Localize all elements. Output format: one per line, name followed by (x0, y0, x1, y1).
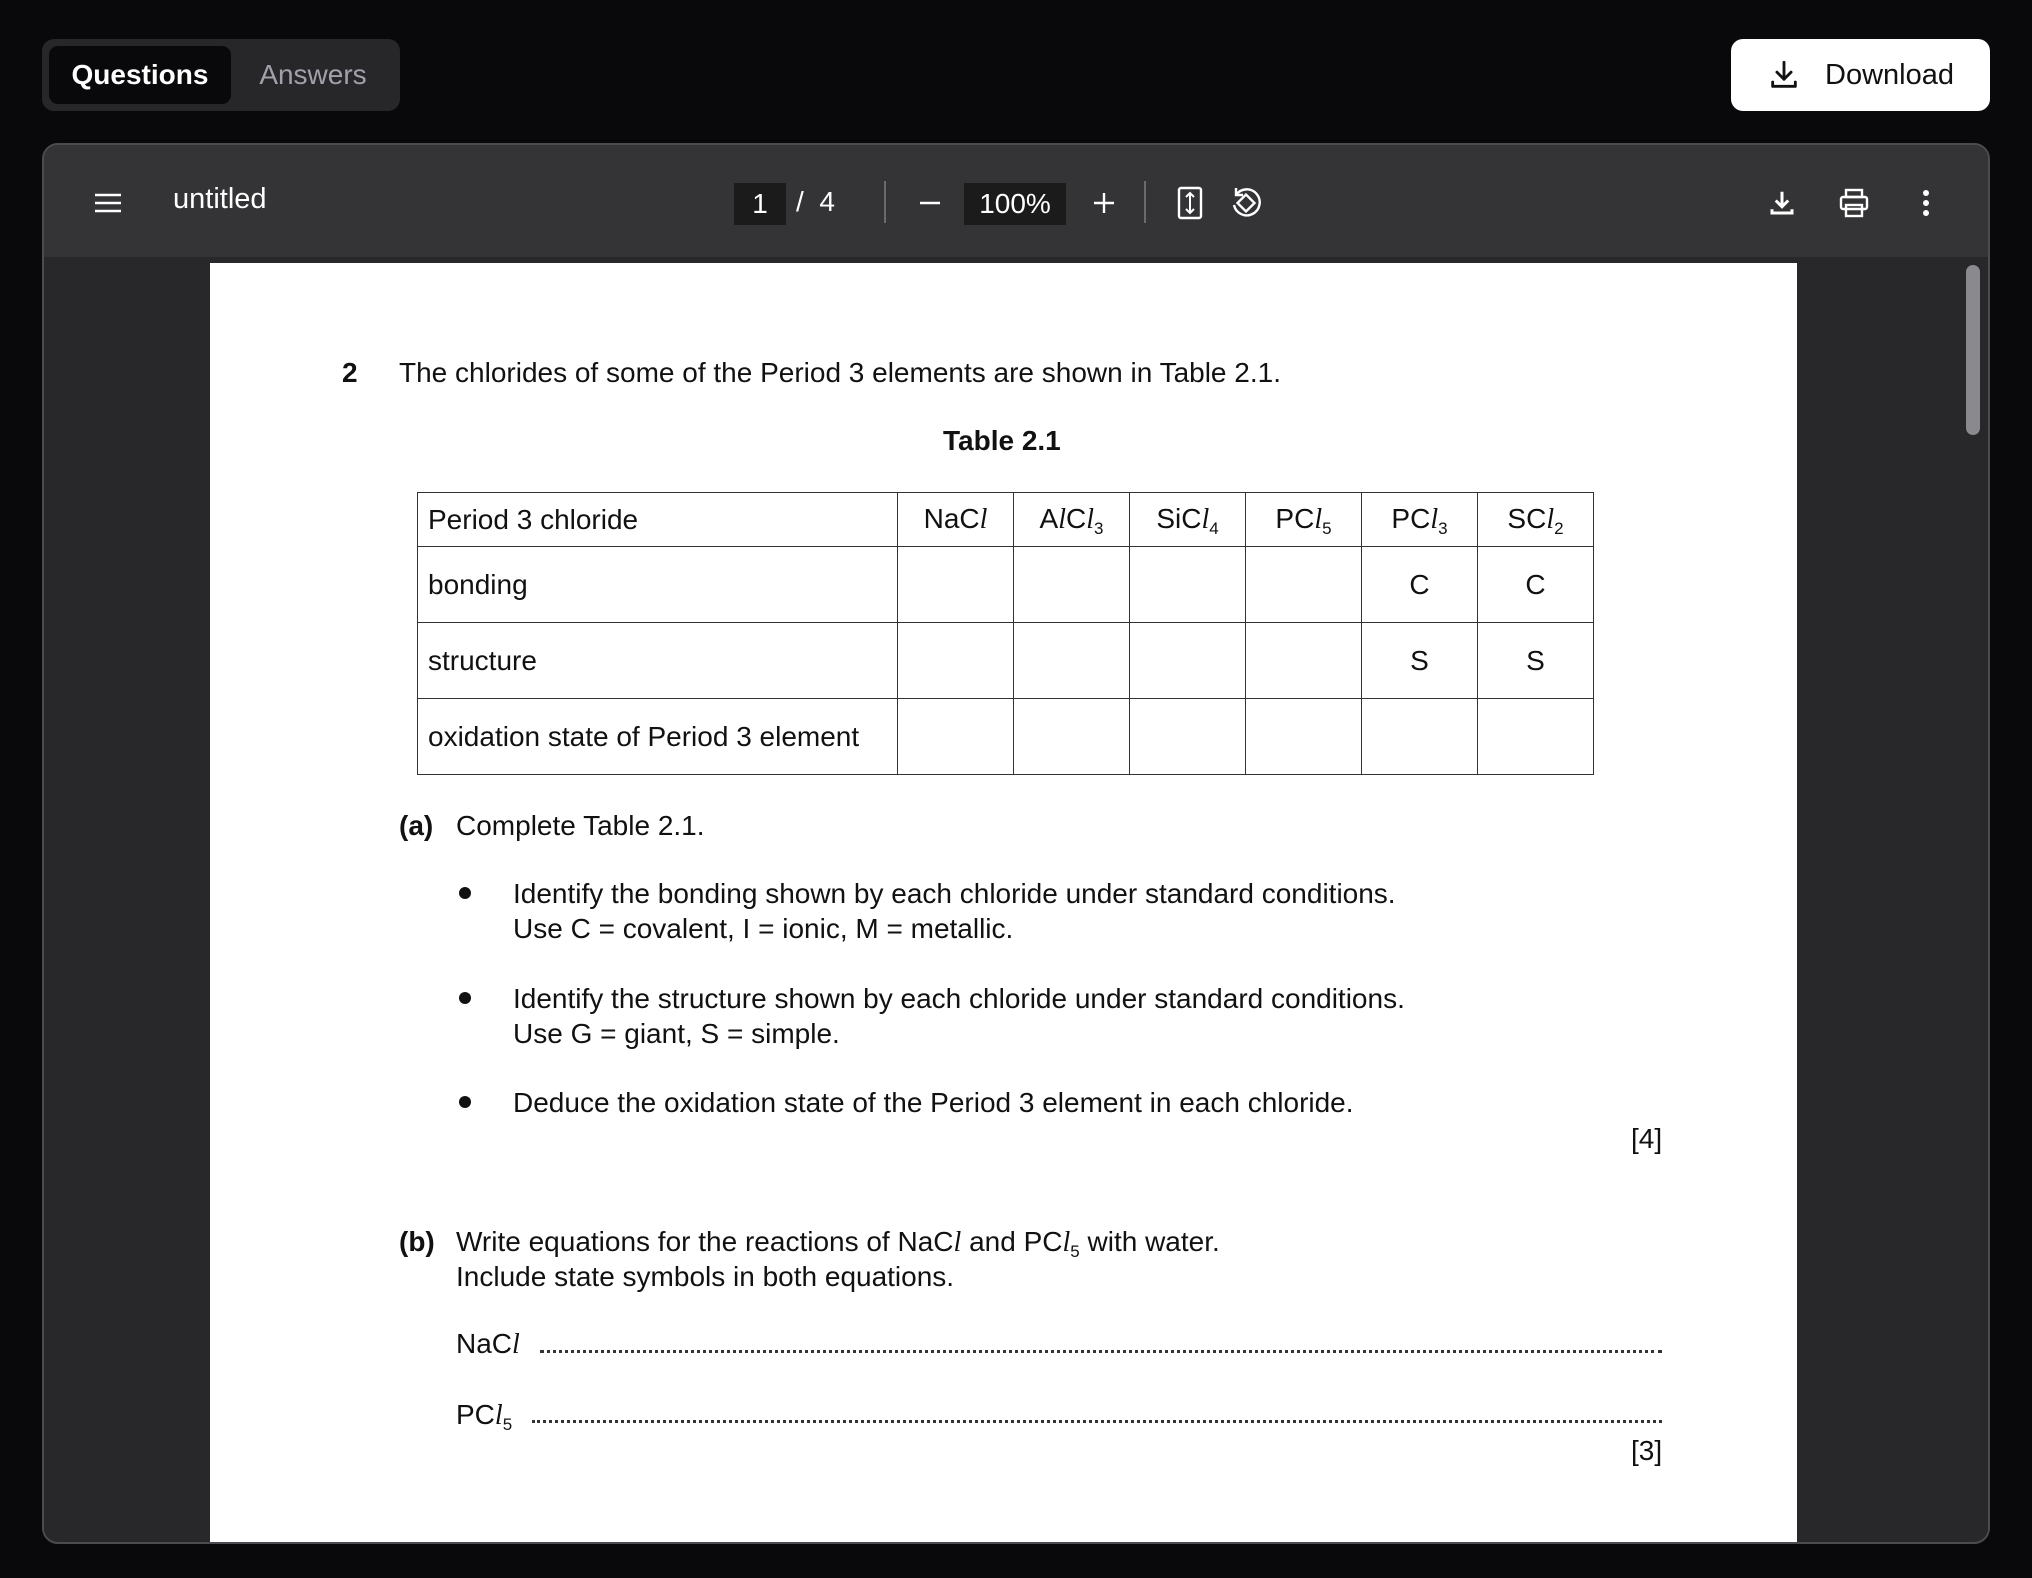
toolbar-divider (884, 181, 886, 223)
part-a-text: Complete Table 2.1. (456, 810, 705, 841)
column-header-pcl3: PCl$_3$ (1362, 493, 1478, 547)
bullet-marker (459, 887, 471, 899)
table-cell (1246, 547, 1362, 623)
table-cell (1246, 699, 1362, 775)
answer-line-pcl5[interactable] (532, 1420, 1662, 1423)
zoom-out-icon[interactable] (910, 183, 950, 223)
download-icon[interactable] (1762, 183, 1802, 223)
table-cell (1478, 699, 1594, 775)
table-cell (1014, 623, 1130, 699)
column-header-pcl5: PCl$_5$ (1246, 493, 1362, 547)
zoom-level-input[interactable]: 100% (964, 183, 1066, 225)
pdf-toolbar (44, 145, 1988, 257)
row-label: bonding (418, 547, 898, 623)
table-row-bonding (418, 547, 1594, 623)
answer-label-nacl: NaCl (456, 1328, 520, 1360)
answer-label-pcl5: PCl$_5$ (456, 1399, 513, 1434)
table-cell (1130, 623, 1246, 699)
table-cell (1014, 547, 1130, 623)
question-intro: The chlorides of some of the Period 3 elements are shown in Table 2.1. (399, 357, 1281, 388)
answer-line-nacl[interactable] (540, 1350, 1662, 1353)
more-options-icon[interactable] (1906, 183, 1946, 223)
zoom-in-icon[interactable] (1084, 183, 1124, 223)
tab-answers[interactable]: Answers (259, 59, 367, 90)
bullet-1-line-2: Use C = covalent, I = ionic, M = metallic. (513, 913, 1014, 944)
part-b-label: (b) (399, 1226, 435, 1257)
tab-questions[interactable]: Questions (49, 46, 231, 104)
table-row-oxidation-state (418, 699, 1594, 775)
table-header-row (418, 493, 1594, 547)
fit-page-icon[interactable] (1170, 183, 1210, 223)
row-label: oxidation state of Period 3 element (418, 699, 898, 775)
table-cell (898, 547, 1014, 623)
question-number: 2 (342, 357, 358, 388)
part-a-label: (a) (399, 810, 434, 841)
page-count: / 4 (796, 186, 835, 217)
bullet-2-line-1: Identify the structure shown by each chloride under standard conditions. (513, 983, 1405, 1014)
bullet-marker (459, 1096, 471, 1108)
print-icon[interactable] (1834, 183, 1874, 223)
rotate-icon[interactable] (1226, 183, 1266, 223)
table-cell (898, 623, 1014, 699)
part-b-line-1: Write equations for the reactions of NaCl and PCl$_5$ with water. (456, 1226, 1220, 1261)
part-b-line-2: Include state symbols in both equations. (456, 1261, 955, 1292)
table-cell: S (1362, 623, 1478, 699)
pdf-viewer (42, 143, 1990, 1544)
document-title: untitled (173, 183, 267, 215)
table-cell (1362, 699, 1478, 775)
toolbar-divider (1144, 181, 1146, 223)
download-button[interactable] (1731, 39, 1990, 111)
table-cell (1014, 699, 1130, 775)
part-a-marks: [4] (1631, 1123, 1663, 1154)
table-cell (1130, 699, 1246, 775)
table-cell: C (1478, 547, 1594, 623)
download-button-label: Download (1825, 58, 1954, 91)
table-title: Table 2.1 (943, 425, 1061, 456)
table-row-structure (418, 623, 1594, 699)
bullet-3-line-1: Deduce the oxidation state of the Period 3 element in each chloride. (513, 1087, 1354, 1118)
table-cell (898, 699, 1014, 775)
column-header-sicl4: SiCl$_4$ (1130, 493, 1246, 547)
menu-icon[interactable] (88, 183, 128, 223)
view-tabs (42, 39, 400, 111)
download-icon (1767, 58, 1801, 92)
bullet-2-line-2: Use G = giant, S = simple. (513, 1018, 840, 1049)
table-cell (1130, 547, 1246, 623)
row-label: structure (418, 623, 898, 699)
table-cell: S (1478, 623, 1594, 699)
bullet-1-line-1: Identify the bonding shown by each chloride under standard conditions. (513, 878, 1396, 909)
bullet-marker (459, 992, 471, 1004)
page-number-input[interactable]: 1 (734, 183, 786, 225)
column-header-alcl3: AlCl$_3$ (1014, 493, 1130, 547)
part-b-marks: [3] (1631, 1435, 1663, 1466)
table-cell: C (1362, 547, 1478, 623)
column-header-nacl: NaCl (898, 493, 1014, 547)
pdf-page (210, 263, 1797, 1544)
table-header-label: Period 3 chloride (418, 493, 898, 547)
column-header-scl2: SCl$_2$ (1478, 493, 1594, 547)
chlorides-table (417, 492, 1594, 775)
document-area[interactable] (44, 257, 1988, 1542)
table-cell (1246, 623, 1362, 699)
scrollbar-thumb[interactable] (1966, 265, 1980, 435)
